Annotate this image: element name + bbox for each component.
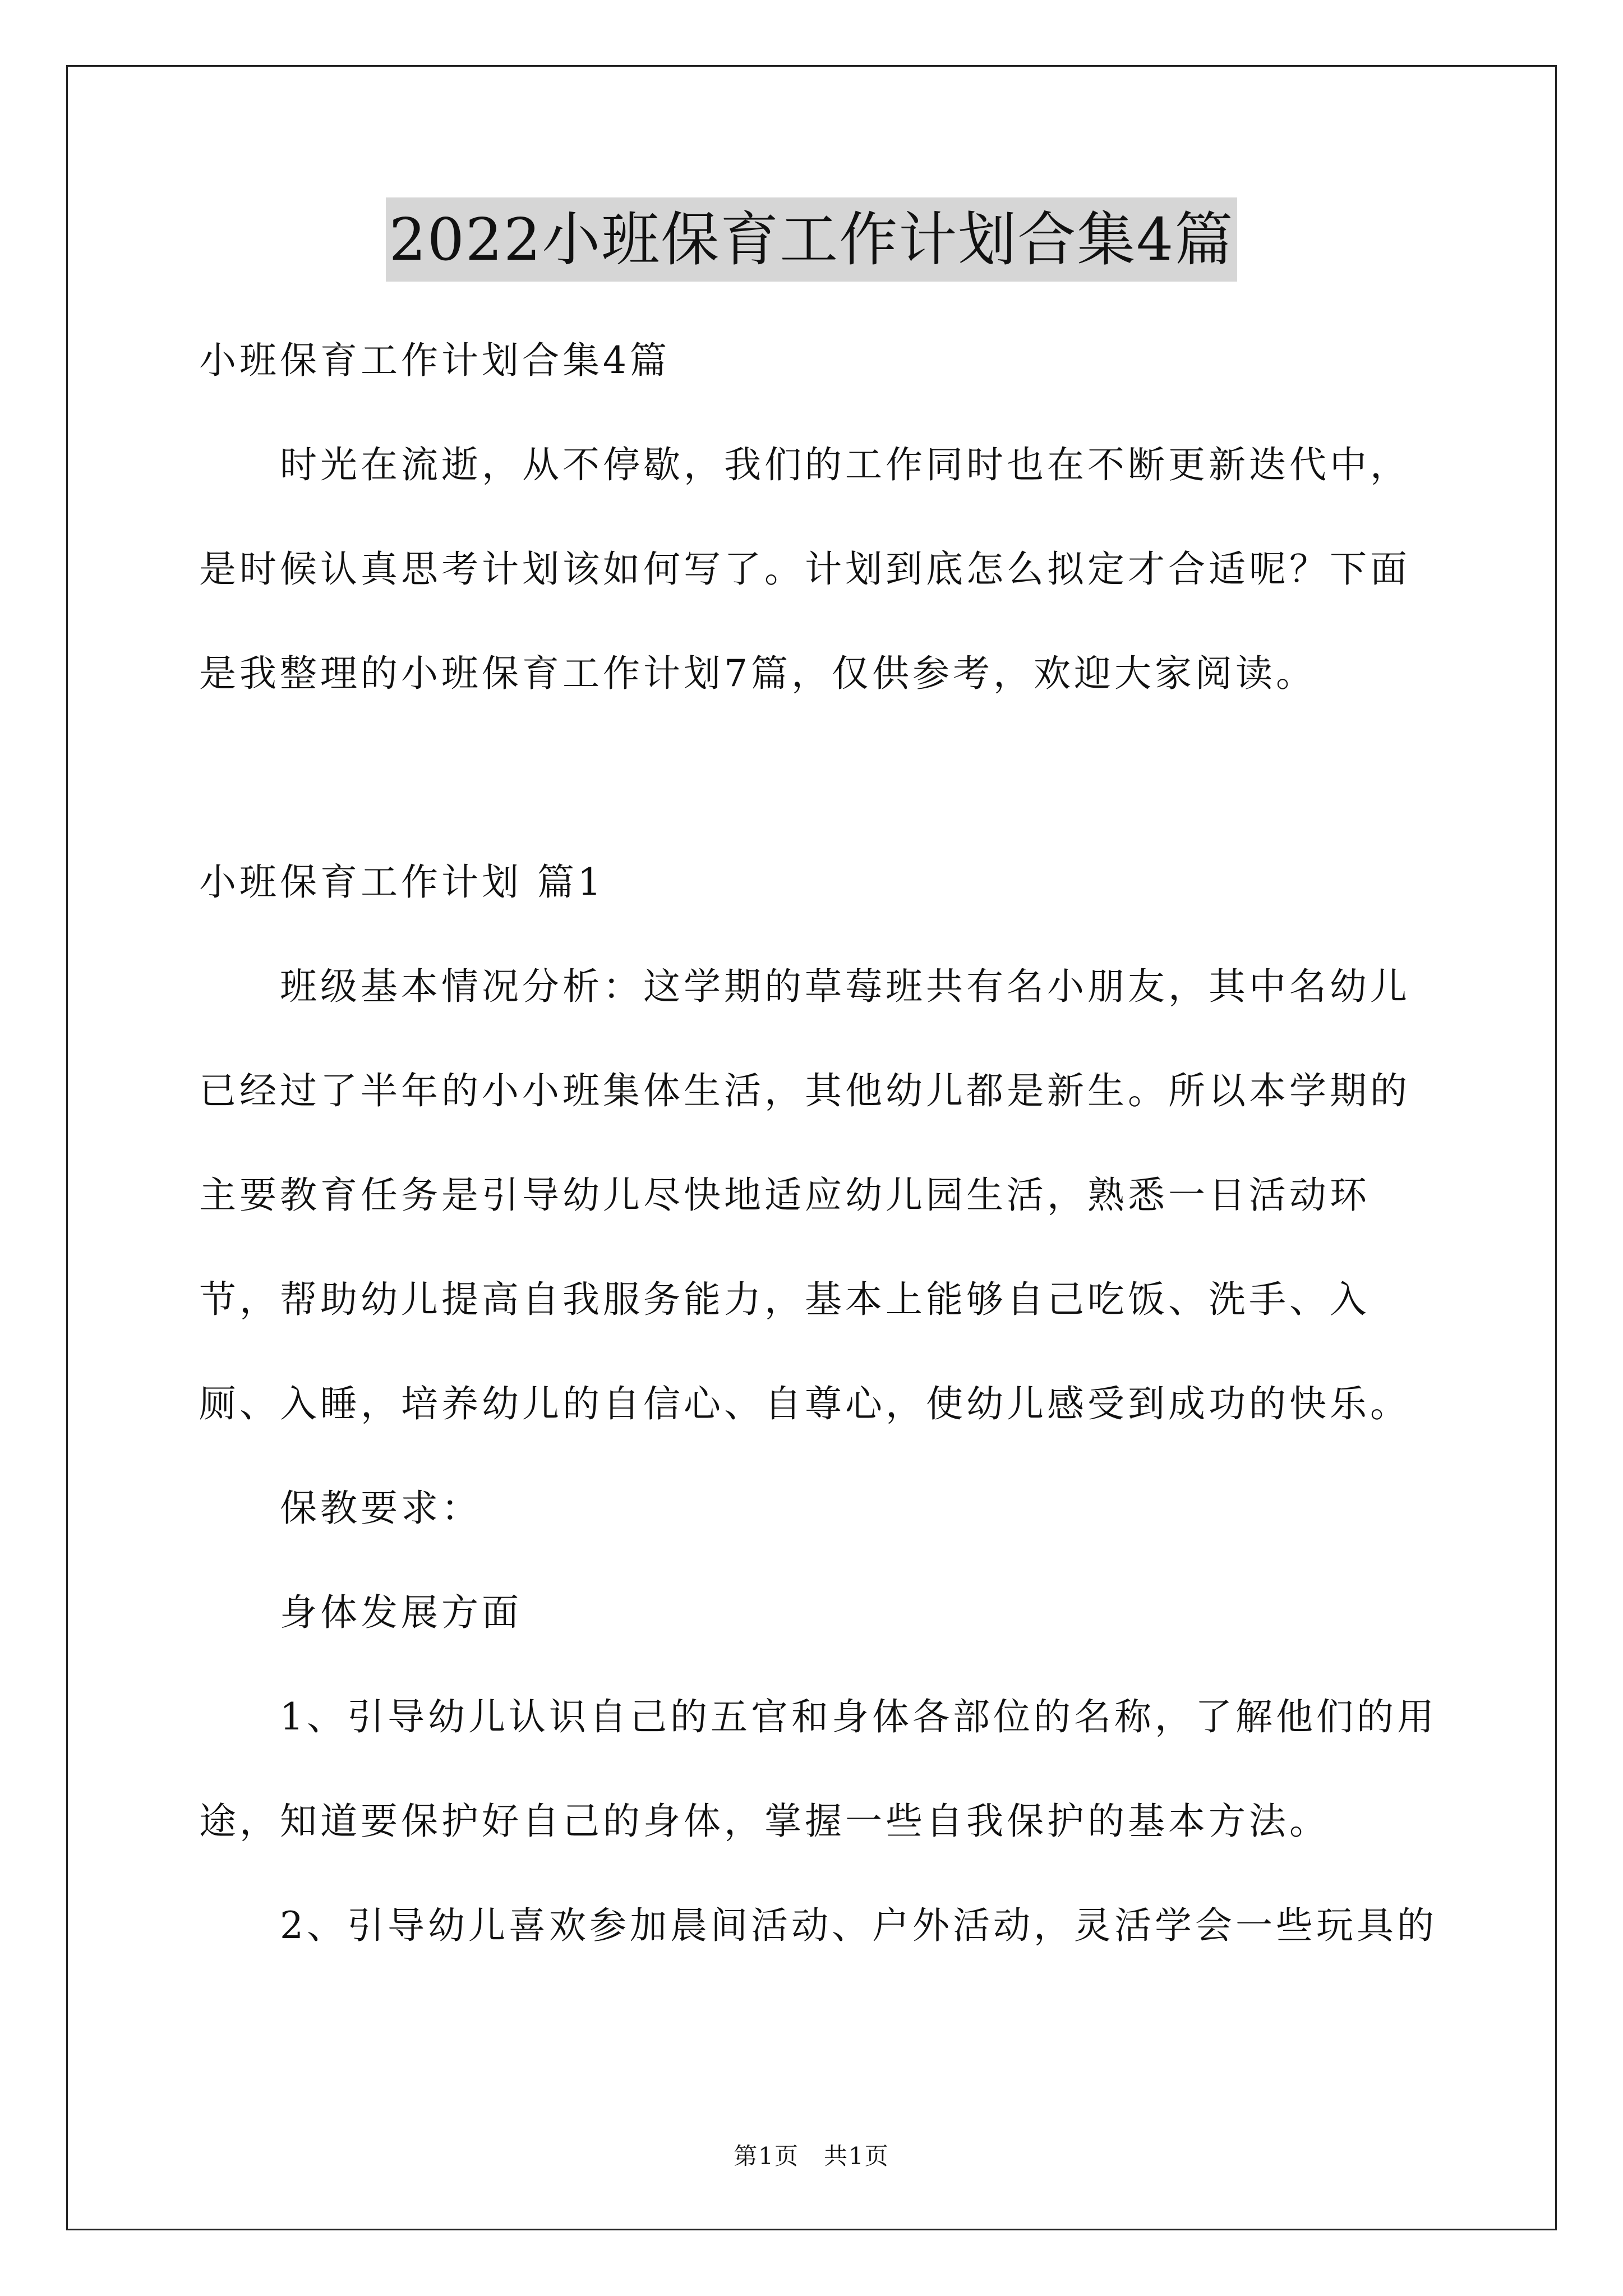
intro-paragraph: 时光在流逝，从不停歇，我们的工作同时也在不断更新迭代中，是时候认真思考计划该如何写了。计划到底怎么拟定才合适呢？下面是我整理的小班保育工作计划7篇，仅供参考，欢迎大家阅读。: [199, 443, 1410, 695]
page-footer: 第1页 共1页: [734, 2142, 889, 2170]
spacer: [199, 726, 1444, 830]
body-paragraph: 2、引导幼儿喜欢参加晨间活动、户外活动，灵活学会一些玩具的: [280, 1904, 1437, 1947]
document-title: 2022小班保育工作计划合集4篇: [386, 197, 1238, 282]
body-paragraph: 1、引导幼儿认识自己的五官和身体各部位的名称，了解他们的用途，知道要保护好自己的身体，掌握一些自我保护的基本方法。: [199, 1695, 1437, 1843]
document-body: [199, 309, 1444, 1978]
body-paragraph: 班级基本情况分析：这学期的草莓班共有名小朋友，其中名幼儿已经过了半年的小小班集体生活，其他幼儿都是新生。所以本学期的主要教育任务是引导幼儿尽快地适应幼儿园生活，熟悉一日活动环节，帮助幼儿提高自我服务能力，基本上能够自己吃饭、洗手、入厕、入睡，培养幼儿的自信心、自尊心，使幼儿感受到成功的快乐。: [199, 965, 1410, 1425]
document-subtitle: 小班保育工作计划合集4篇: [199, 339, 670, 382]
section-heading: 小班保育工作计划 篇1: [199, 861, 605, 904]
body-paragraph: 身体发展方面: [280, 1591, 522, 1634]
title-container: [0, 197, 1623, 282]
body-paragraph: 保教要求：: [280, 1487, 482, 1530]
